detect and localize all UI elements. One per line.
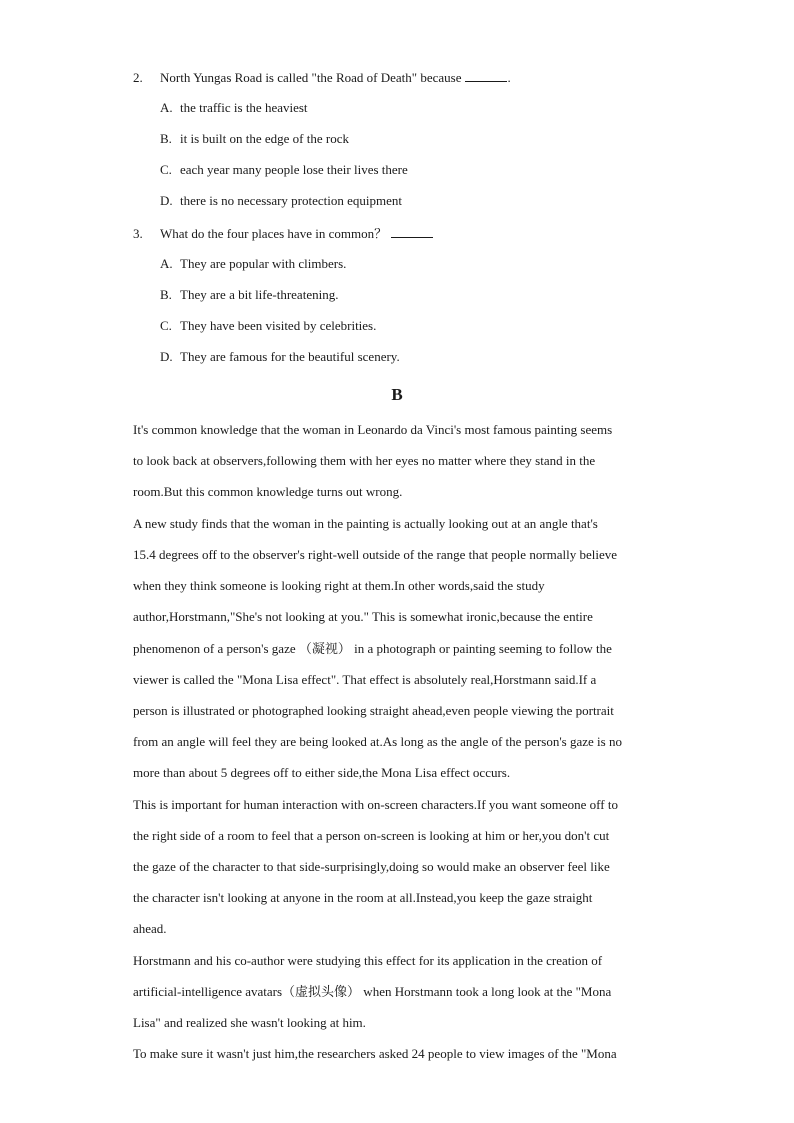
option-b[interactable] bbox=[160, 131, 349, 147]
answer-blank[interactable] bbox=[465, 69, 507, 82]
option-b[interactable] bbox=[160, 287, 338, 303]
answer-blank[interactable] bbox=[391, 225, 433, 238]
passage-line: 15.4 degrees off to the observer's right-well outside of the range that people normally believe bbox=[133, 547, 618, 562]
passage-line: viewer is called the "Mona Lisa effect". That effect is absolutely real,Horstmann said.If a bbox=[133, 672, 597, 687]
passage-line: author,Horstmann,"She's not looking at you." This is somewhat ironic,because the entire bbox=[133, 609, 593, 624]
option-text: They are popular with climbers. bbox=[180, 256, 347, 271]
option-c[interactable] bbox=[160, 162, 408, 178]
option-letter: D. bbox=[160, 193, 173, 208]
passage-line: to look back at observers,following them with her eyes no matter where they stand in the bbox=[133, 453, 596, 468]
passage-line: the gaze of the character to that side-surprisingly,doing so would make an observer feel like bbox=[133, 859, 610, 874]
option-d[interactable] bbox=[160, 193, 402, 209]
passage-line: from an angle will feel they are being looked at.As long as the angle of the person's gaze is no bbox=[133, 734, 622, 749]
option-letter: D. bbox=[160, 349, 173, 364]
question-3 bbox=[133, 225, 433, 242]
question-2 bbox=[133, 69, 511, 86]
passage-line: Lisa" and realized she wasn't looking at him. bbox=[133, 1015, 366, 1030]
option-text: each year many people lose their lives there bbox=[180, 162, 408, 177]
option-text: They are a bit life-threatening. bbox=[180, 287, 339, 302]
passage-line: room.But this common knowledge turns out wrong. bbox=[133, 484, 403, 499]
question-number: 3. bbox=[133, 226, 143, 241]
option-letter: C. bbox=[160, 162, 172, 177]
option-text: there is no necessary protection equipment bbox=[180, 193, 403, 208]
option-text: the traffic is the heaviest bbox=[180, 100, 308, 115]
passage-line: Horstmann and his co-author were studying this effect for its application in the creation of bbox=[133, 953, 603, 968]
option-text: They have been visited by celebrities. bbox=[180, 318, 377, 333]
passage-line: person is illustrated or photographed looking straight ahead,even people viewing the portrait bbox=[133, 703, 614, 718]
option-letter: A. bbox=[160, 100, 173, 115]
option-text: it is built on the edge of the rock bbox=[180, 131, 349, 146]
option-text: They are famous for the beautiful scenery. bbox=[180, 349, 400, 364]
passage-line: artificial-intelligence avatars（虚拟头像） when Horstmann took a long look at the "Mona bbox=[133, 984, 612, 999]
option-letter: A. bbox=[160, 256, 173, 271]
section-title: B bbox=[391, 385, 403, 404]
question-text: North Yungas Road is called "the Road of Death" because bbox=[160, 70, 462, 85]
option-letter: C. bbox=[160, 318, 172, 333]
passage-line: It's common knowledge that the woman in Leonardo da Vinci's most famous painting seems bbox=[133, 422, 613, 437]
option-a[interactable] bbox=[160, 256, 346, 272]
passage-line: when they think someone is looking right at them.In other words,said the study bbox=[133, 578, 545, 593]
passage-line: This is important for human interaction with on-screen characters.If you want someone off to bbox=[133, 797, 618, 812]
passage-line: phenomenon of a person's gaze （凝视） in a photograph or painting seeming to follow the bbox=[133, 641, 612, 656]
option-a[interactable] bbox=[160, 100, 308, 116]
passage-line: the character isn't looking at anyone in the room at all.Instead,you keep the gaze straight bbox=[133, 890, 593, 905]
passage-line: the right side of a room to feel that a person on-screen is looking at him or her,you don't cut bbox=[133, 828, 610, 843]
passage-line: ahead. bbox=[133, 921, 167, 936]
option-letter: B. bbox=[160, 287, 172, 302]
passage-line: A new study finds that the woman in the painting is actually looking out at an angle that's bbox=[133, 516, 598, 531]
question-text: What do the four places have in common？ bbox=[160, 226, 388, 241]
option-letter: B. bbox=[160, 131, 172, 146]
passage-line: more than about 5 degrees off to either side,the Mona Lisa effect occurs. bbox=[133, 765, 511, 780]
question-tail: . bbox=[507, 70, 511, 85]
question-number: 2. bbox=[133, 70, 143, 85]
option-c[interactable] bbox=[160, 318, 376, 334]
passage-line: To make sure it wasn't just him,the researchers asked 24 people to view images of the "Mona bbox=[133, 1046, 617, 1061]
option-d[interactable] bbox=[160, 349, 400, 365]
